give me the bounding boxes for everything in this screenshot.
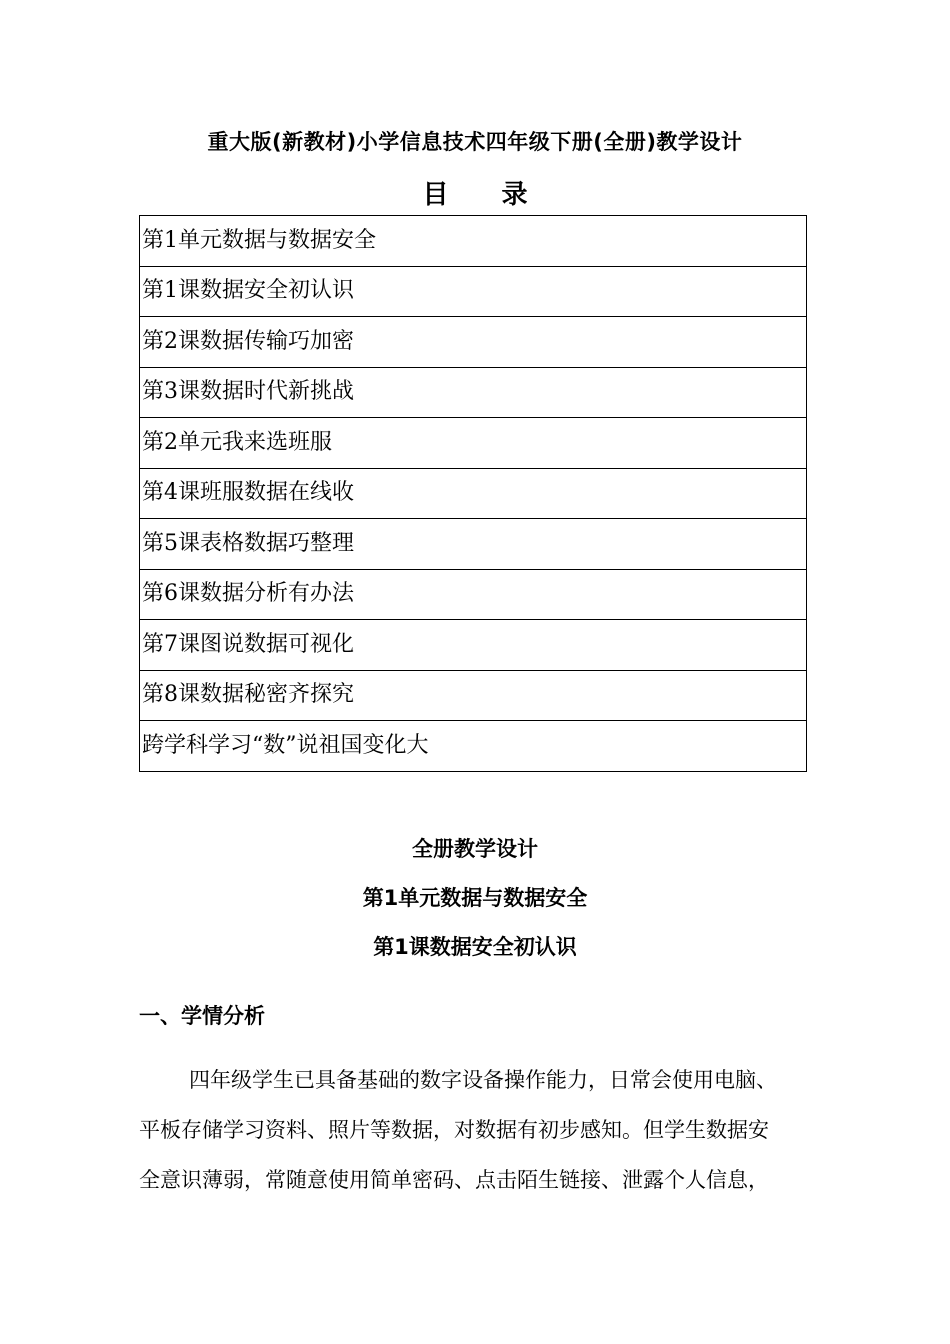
toc-entry[interactable]: 第2单元我来选班服 bbox=[140, 418, 807, 469]
toc-heading: 目 录 bbox=[422, 180, 550, 210]
toc-entry[interactable]: 第6课数据分析有办法 bbox=[140, 569, 807, 620]
toc-row bbox=[140, 216, 807, 267]
paragraph-line: 四年级学生已具备基础的数字设备操作能力，日常会使用电脑、 bbox=[189, 1068, 777, 1092]
toc-entry[interactable]: 第4课班服数据在线收 bbox=[140, 468, 807, 519]
toc-row bbox=[140, 721, 807, 772]
toc-entry[interactable]: 第1课数据安全初认识 bbox=[140, 266, 807, 317]
document-title: 重大版(新教材)小学信息技术四年级下册(全册)教学设计 bbox=[207, 130, 743, 154]
toc-row bbox=[140, 519, 807, 570]
unit-heading: 第1单元数据与数据安全 bbox=[362, 886, 588, 910]
toc-row bbox=[140, 317, 807, 368]
toc-row bbox=[140, 367, 807, 418]
toc-row bbox=[140, 418, 807, 469]
body-heading: 全册教学设计 bbox=[412, 837, 538, 861]
section-heading: 一、学情分析 bbox=[139, 1004, 265, 1028]
toc-entry[interactable]: 第5课表格数据巧整理 bbox=[140, 519, 807, 570]
toc-row bbox=[140, 468, 807, 519]
toc-entry[interactable]: 跨学科学习“数”说祖国变化大 bbox=[140, 721, 807, 772]
toc-entry[interactable]: 第1单元数据与数据安全 bbox=[140, 216, 807, 267]
paragraph-line: 全意识薄弱，常随意使用简单密码、点击陌生链接、泄露个人信息， bbox=[139, 1168, 769, 1192]
toc-entry[interactable]: 第8课数据秘密齐探究 bbox=[140, 670, 807, 721]
toc-entry[interactable]: 第2课数据传输巧加密 bbox=[140, 317, 807, 368]
lesson-heading: 第1课数据安全初认识 bbox=[373, 935, 577, 959]
toc-row bbox=[140, 620, 807, 671]
toc-row bbox=[140, 266, 807, 317]
toc-table bbox=[139, 215, 807, 772]
toc-row bbox=[140, 670, 807, 721]
toc-entry[interactable]: 第7课图说数据可视化 bbox=[140, 620, 807, 671]
paragraph-line: 平板存储学习资料、照片等数据，对数据有初步感知。但学生数据安 bbox=[139, 1118, 769, 1142]
toc-row bbox=[140, 569, 807, 620]
toc-entry[interactable]: 第3课数据时代新挑战 bbox=[140, 367, 807, 418]
